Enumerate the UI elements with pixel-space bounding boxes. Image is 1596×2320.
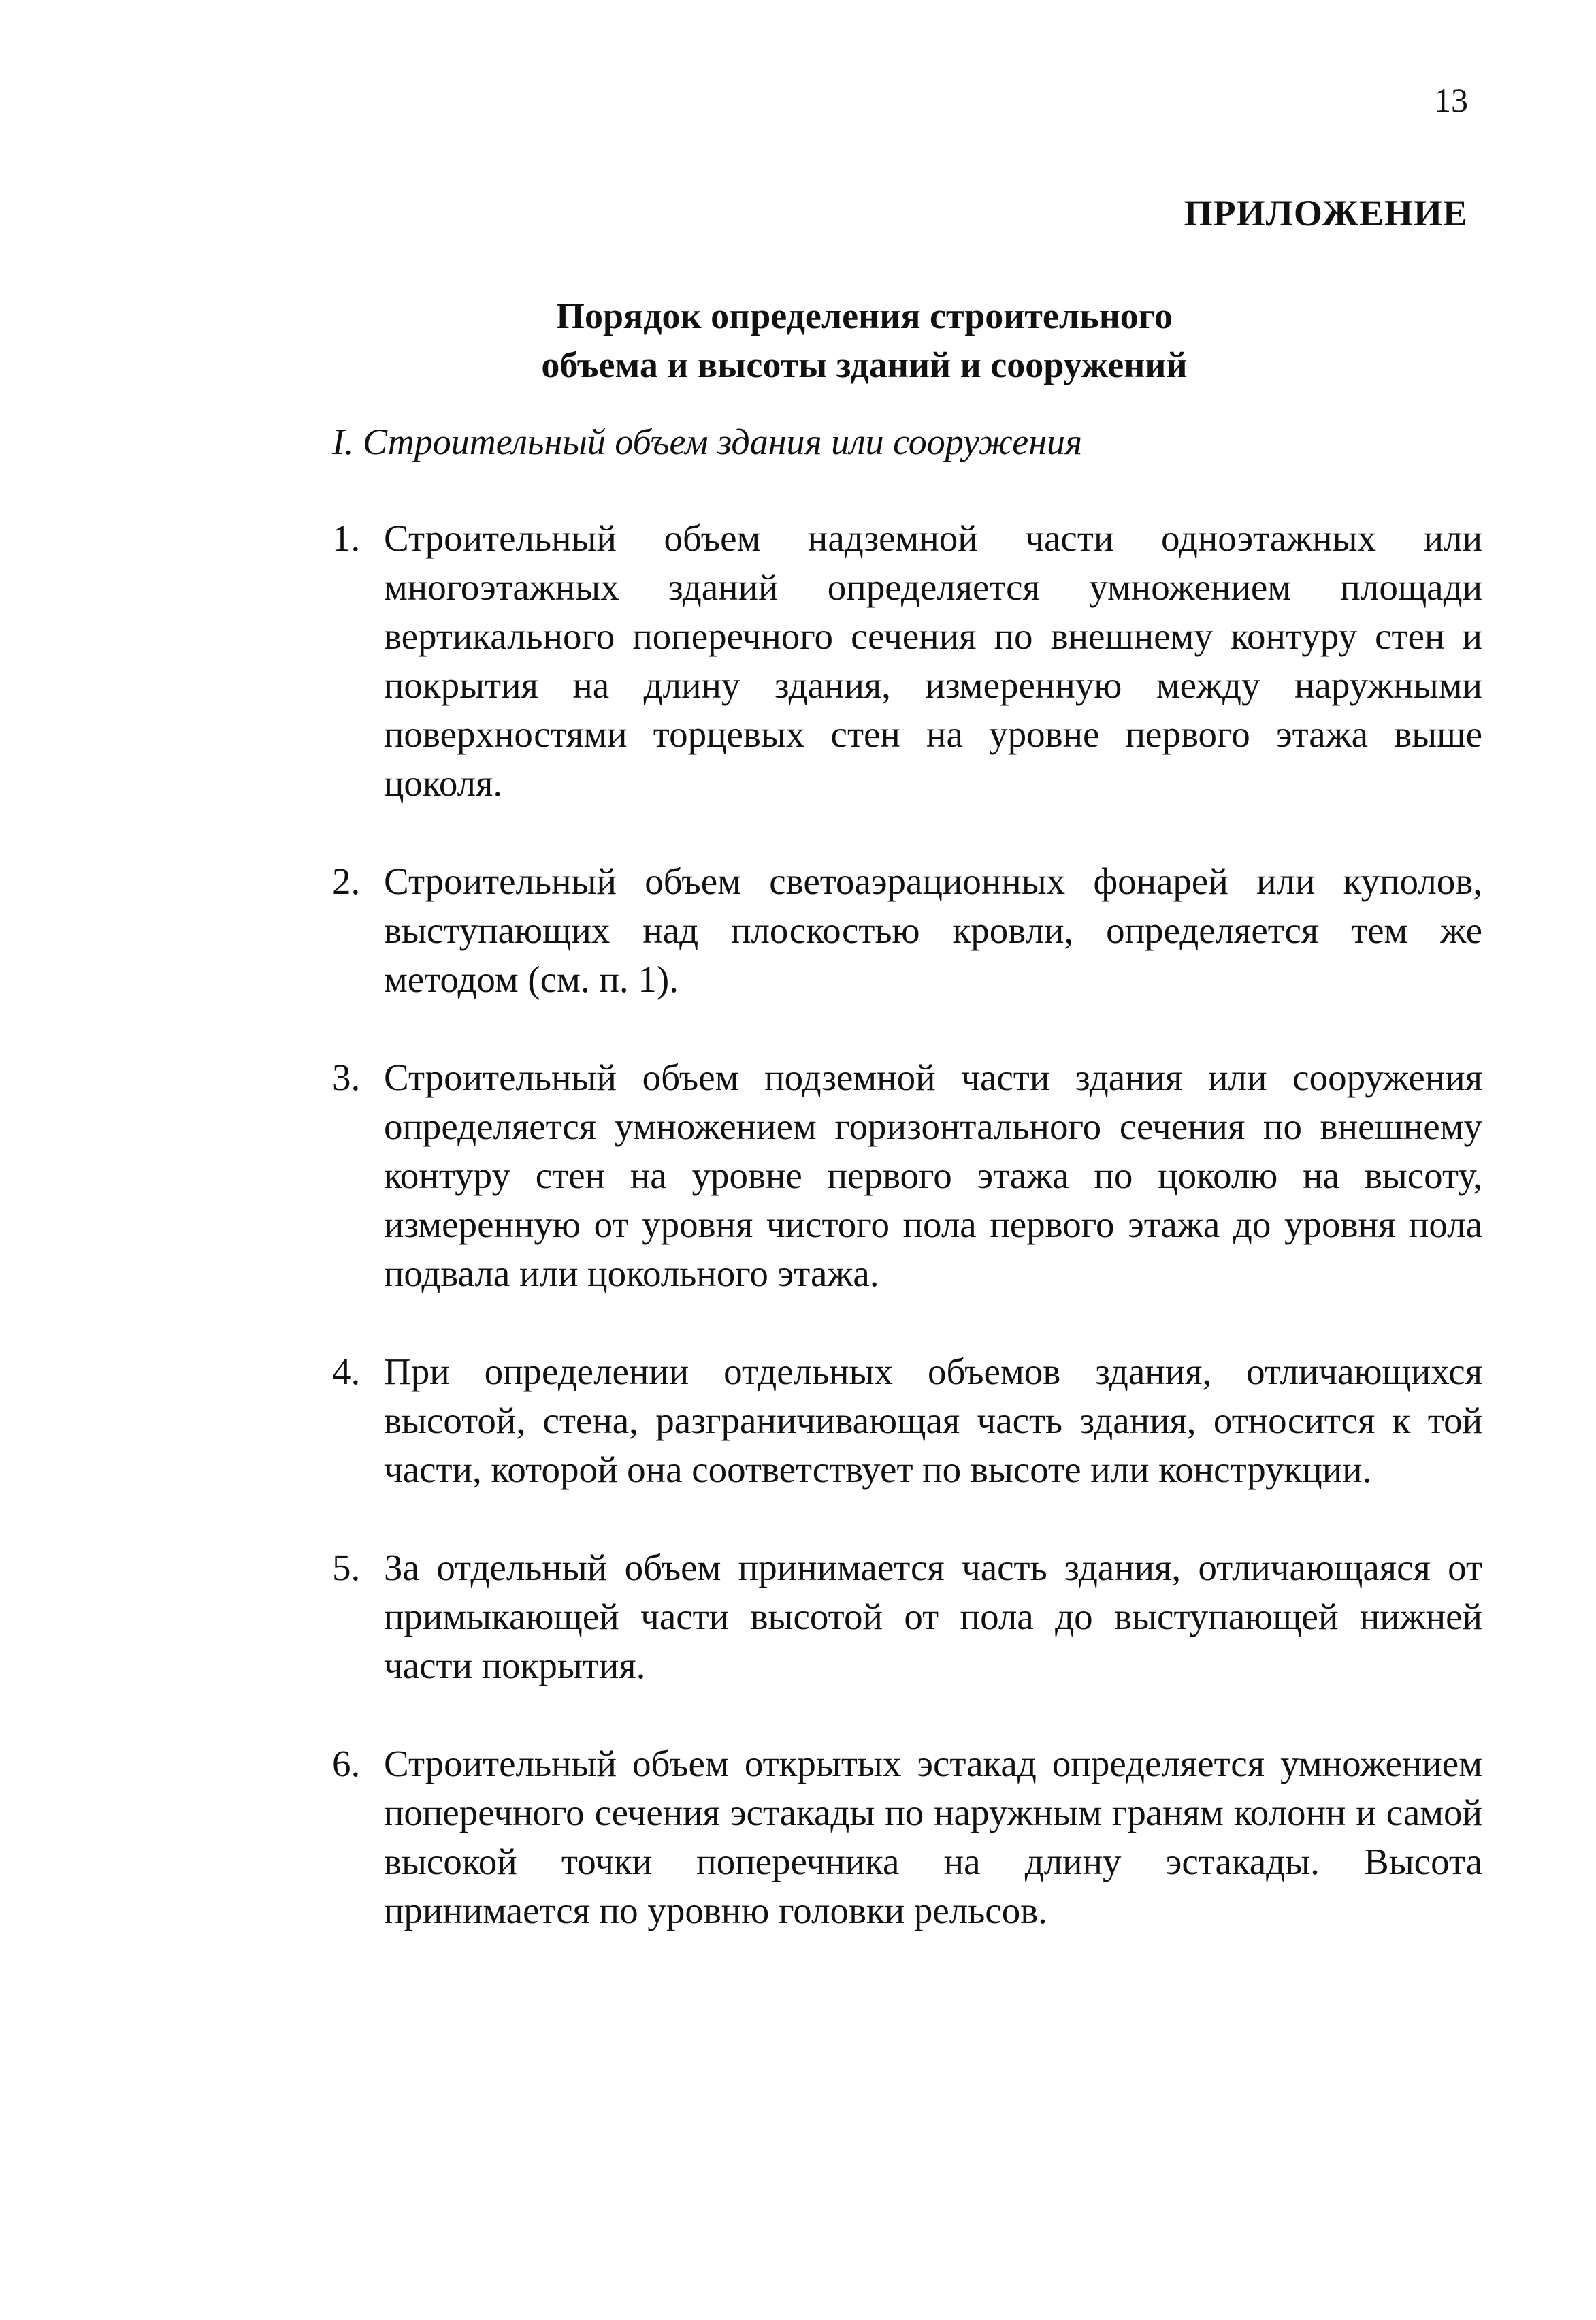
list-item-text: Строительный объем подземной части здания или сооружения определяется умножением горизонтального сечения по внешнему контуру стен на уровне первого этажа по цоколю на высоту, измеренную от уровня чистого пола первого этажа до уровня пола подвала или цокольного этажа. [384,1057,1482,1294]
document-title-line: Порядок определения строительного [555,295,1173,336]
page-number: 13 [1434,81,1468,119]
list-item-text: Строительный объем светоаэрационных фонарей или куполов, выступающих над плоскостью кровли, определяется тем же методом (см. п. 1). [384,860,1482,1000]
list-item [332,1739,1482,1935]
list-item-number: 3. [332,1057,361,1098]
document-title [381,291,1348,389]
list-item-number: 6. [332,1743,361,1784]
section-heading: I. Строительный объем здания или сооружения [332,421,1083,462]
list-item [332,857,1482,1004]
list-item-text: Строительный объем открытых эстакад определяется умножением поперечного сечения эстакады по наружным граням колонн и самой высокой точки поперечника на длину эстакады. Высота принимается по уровню головки рельсов. [384,1743,1482,1931]
list-item [332,1347,1482,1494]
list-item-text: Строительный объем надземной части одноэтажных или многоэтажных зданий определяется умножением площади вертикального поперечного сечения по внешнему контуру стен и покрытия на длину здания, измеренную между наружными поверхностями торцевых стен на уровне первого этажа выше цоколя. [384,517,1482,804]
list-item [332,1053,1482,1298]
list-item [332,514,1482,808]
appendix-label: ПРИЛОЖЕНИЕ [1184,193,1468,233]
list-item-number: 1. [332,517,361,559]
list-item [332,1543,1482,1690]
list-item-text: При определении отдельных объемов здания, отличающихся высотой, стена, разграничивающая часть здания, относится к той части, которой она соответствует по высоте или конструкции. [384,1351,1482,1490]
list-item-number: 4. [332,1351,361,1392]
document-title-line: объема и высоты зданий и сооружений [541,344,1188,385]
list-item-text: За отдельный объем принимается часть здания, отличающаяся от примыкающей части высотой от пола до выступающей нижней части покрытия. [384,1547,1482,1686]
list-item-number: 2. [332,860,361,902]
list-item-number: 5. [332,1547,361,1588]
numbered-list [332,514,1482,1984]
